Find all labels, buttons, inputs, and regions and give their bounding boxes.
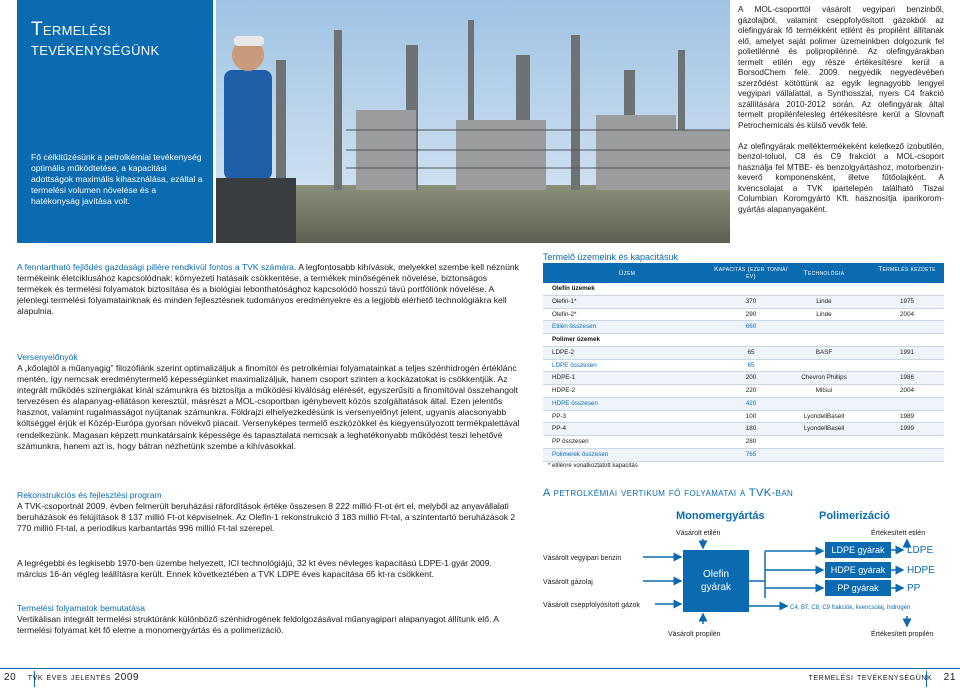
- header-start: Termelés kezdete: [878, 266, 936, 273]
- sold-ethylene-label: Értékesített etilén: [871, 530, 926, 537]
- refinery-photo: [216, 0, 730, 243]
- hero-title-panel: [17, 0, 213, 243]
- sustainability-lead: A fenntartható fejlődés gazdasági pillére rendkívül fontos a TVK számára.: [17, 262, 297, 272]
- page-number-left: 20: [4, 672, 17, 683]
- heading-development-program: Rekonstrukciós és fejlesztési program: [17, 490, 162, 500]
- ldpe-plants-label: LDPE gyárak: [831, 545, 885, 555]
- input-naphtha: Vásárolt vegyipari benzin: [543, 555, 622, 562]
- table-row: LDPE-2 65 BASF 1991: [543, 347, 944, 360]
- input-gasoil: Vásárolt gázolaj: [543, 579, 593, 586]
- capacity-table-body: [543, 283, 944, 462]
- table-row-subtotal: Polimerek összesen 765: [543, 449, 944, 462]
- olefin-label-1: Olefin: [702, 569, 730, 580]
- hdpe-plants-label: HDPE gyárak: [830, 565, 886, 575]
- production-processes-paragraph: Vertikálisan integrált termelési struktúránk különböző szénhidrogének feldolgozásával műanyagipari alapanyagot állítunk elő. A termelési folyamat két fő eleme a monomergyártás és a polimerizáció.: [17, 614, 499, 636]
- header-technology: Technológia: [803, 270, 845, 277]
- sustainability-text: A legfontosabb kihívások, melyekkel szembe kell néznünk termékeink életciklusához kapcsolódnak: környezeti hatásaik csökkentése, a termékek minőségének növelése, biztonságos termékek és termelési folyamatok biztosítása és a biológiai lebonthatósághoz kapcsolódó hosszú távú portfóliónk növelése. A jelenlegi termelési folyamatainknak és minden fejlesztésnek tudományos eredményekre és a legjobb elérhető technológiákra kell alapulnia.: [17, 262, 519, 317]
- heading-production-processes: Termelési folyamatok bemutatása: [17, 603, 146, 613]
- byproducts-label: C4, BT, C8, C9 frakciók, kvencsolaj, hidrogén: [790, 605, 911, 611]
- table-row-subtotal: Etilén összesen 660: [543, 321, 944, 334]
- table-row: Olefin-2* 290 Linde 2004: [543, 309, 944, 322]
- monomer-heading: Monomergyártás: [676, 510, 765, 522]
- competitive-advantage-paragraph: A „kőolajtól a műanyagig” filozófiánk szerint optimalizáljuk a finomítói és petrolkémiai folyamatainkat a teljes szénhidrogén értéklánc mentén, így nemcsak eredménytermelő képességünket maximalizáljuk, hanem csoport szinten a kockázatokat is csökkentjük. Az integrált működés szinergiákat kínál számunkra és biztosítja a működési kiválóság elérését, egyszerűsíti a finomítóval összehangolt tervezésen és alapanyag-ellátáson keresztül, másrészt a MOL-csoportban igénybevett közös szolgáltatások által. Ezen jelentős hasznot, valamint rugalmasságot nyújtanak számunkra. Földrajzi elhelyezkedésünk is versenyelőnyt jelent, ugyanis alacsonyabb költséggel érjük el Közép-Európa gyorsan növekvő piacait. Versenyképes termelő eszközökkel és kiegyensúlyozott termékpalettával rendelkezünk. Magasan képzett munkatársaink képessége és tapasztalata nemcsak a leghatékonyabb működést teszi lehetővé számunkra, hanem azt is, hogy bátran nézhetünk szembe a kihívásokkal.: [17, 363, 520, 451]
- header-plant: Üzem: [618, 270, 636, 277]
- purchased-propylene-label: Vásárolt propilén: [668, 631, 721, 638]
- right-paragraph-1: A MOL-csoporttól vásárolt vegyipari benzinből, gázolajból, valamint cseppfolyósított gázokból az olefingyárak fő termékként etilént és propilént állítanak elő, amelyet saját polimer üzemeinkben dolgozunk fel polietilénné és polipropilénné. Az olefingyárakban termelt etilén egy része értékesítésre kerül a BorsodChem felé. 2009. negyedik negyedévében szerződést kötöttünk az egyik legnagyobb lengyel vegyipari vállalattal, a Synthosszal, nyers C4 frakció szállítására 2010-2012 során. Az olefingyárak által termelt propilénfelesleg értékesítésre kerül a Slovnaft Petrochemicals és külső vevők felé.: [738, 5, 944, 130]
- capacity-table-header: [543, 263, 944, 283]
- product-pp: PP: [907, 583, 921, 594]
- ldpe-shutdown-paragraph: A legrégebbi és legkisebb 1970-ben üzembe helyezett, ICI technológiájú, 32 kt éves névleges kapacitású LDPE-1 gyár 2009. március 16-án végleg leállításra került. Ennek következtében a TVK LDPE éves kapacitása 65 kt-ra csökkent.: [17, 558, 492, 580]
- table-row: Olefin-1* 370 Linde 1975: [543, 296, 944, 309]
- table-row: PP összesen 280: [543, 436, 944, 449]
- report-title: tvk éves jelentés 2009: [27, 672, 140, 683]
- sustainability-paragraph: [17, 262, 522, 317]
- table-row-subtotal: LDPE összesen 65: [543, 360, 944, 373]
- page-title: [31, 20, 159, 60]
- footer-right: [809, 672, 956, 683]
- process-diagram: [543, 502, 948, 642]
- table-row: Polimer üzemek: [543, 334, 944, 347]
- input-lpg: Vásárolt cseppfolyósított gázok: [543, 602, 640, 609]
- table-row: Olefin üzemek: [543, 283, 944, 296]
- table-row: HDPE-2 220 Mitsui 2004: [543, 385, 944, 398]
- purchased-ethylene-label: Vásárolt etilén: [676, 530, 721, 537]
- product-ldpe: LDPE: [907, 545, 934, 556]
- footer-left: [4, 672, 139, 683]
- development-program-paragraph: A TVK-csoportnál 2009. évben felmerült beruházási ráfordítások értéke összesen 8 222 millió Ft-ot ért el, melyből az anyavállalati beruházások és felújítások 8 137 millió Ft-ot képviselnek. Az Olefin-1 rekonstrukció 3 183 millió Ft-tal, a szintentartó beruházások 2 770 millió Ft-tal, a periodikus karbantartás 996 millió Ft-tal szerepel.: [17, 501, 516, 534]
- table-row: HDPE-1 200 Chevron Phillips 1986: [543, 372, 944, 385]
- table-row-subtotal: HDPE összesen 420: [543, 398, 944, 411]
- pp-plants-label: PP gyárak: [837, 583, 879, 593]
- table-row: PP-4 180 LyondellBasell 1999: [543, 423, 944, 436]
- product-hdpe: HDPE: [907, 565, 935, 576]
- polymer-heading: Polimerizáció: [819, 510, 890, 522]
- page-title-line2: tevékenységünk: [31, 39, 160, 60]
- table-footnote: * etilénre vonatkoztatott kapacitás: [548, 463, 638, 469]
- sold-propylene-label: Értékesített propilén: [871, 631, 934, 638]
- hero-intro-text: Fő célkitűzésünk a petrolkémiai tevékenység optimális működtetése, a kapacitási adottságok maximális kihasználása, ezáltal a termelési volumen növelése és a hatékonyság javítása volt.: [31, 152, 203, 206]
- olefin-label-2: gyárak: [700, 582, 732, 593]
- table-row: PP-3 100 LyondellBasell 1989: [543, 411, 944, 424]
- footer-rule: [0, 668, 960, 669]
- olefin-plants-box: [683, 550, 749, 612]
- header-capacity: Kapacitás (ezer tonna/év): [714, 266, 788, 280]
- heading-competitive-advantage: Versenyelőnyök: [17, 352, 78, 362]
- capacity-table-title: Termelő üzemeink és kapacitásuk: [543, 252, 679, 262]
- page-number-right: 21: [943, 672, 956, 683]
- diagram-title: A petrolkémiai vertikum fő folyamatai a TVK-ban: [543, 487, 794, 499]
- intro-right-column: [738, 5, 944, 226]
- page-title-line1: Termelési: [31, 19, 112, 40]
- section-title: termelési tevékenységünk: [808, 672, 933, 683]
- right-paragraph-2: Az olefingyárak melléktermékeként keletkező izobutilén, benzol-toluol, C8 és C9 frakciót a MOL-csoport használja fel MTBE- és benzolgyártáshoz, motorbenzin-keverő komponensként, illetve fűtőolajként. A kvencsolajat a TVK ipartelepén található Tiszai Columbian Koromgyártó Kft. hasznosítja iparikorom-gyártás alapanyagaként.: [738, 141, 944, 214]
